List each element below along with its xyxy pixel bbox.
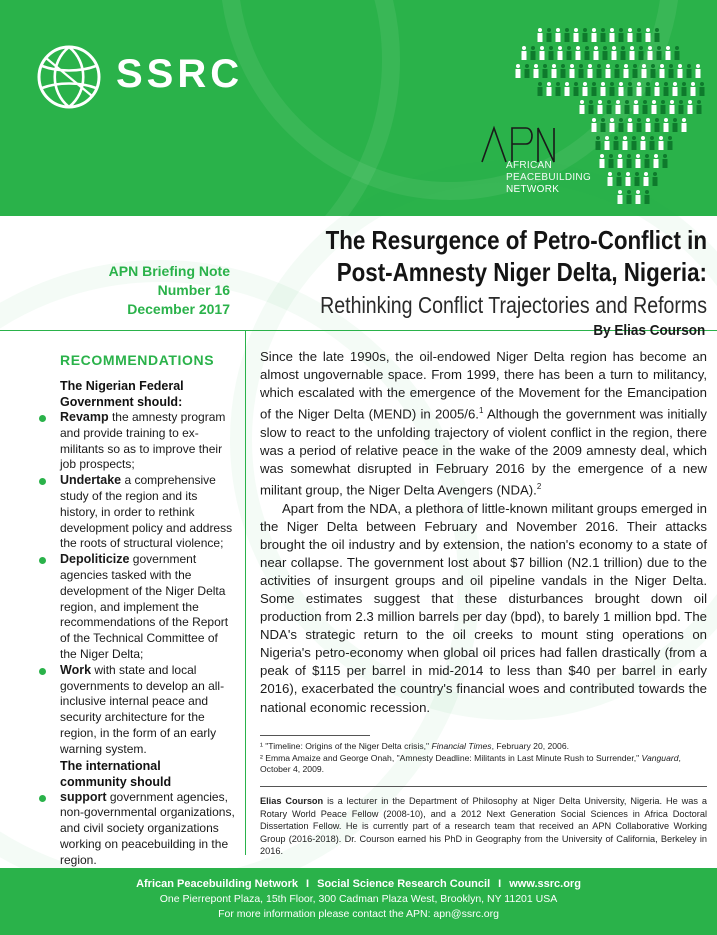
figure-icon xyxy=(583,82,588,96)
figure-icon xyxy=(600,154,605,168)
figure-icon xyxy=(574,82,579,96)
figure-icon xyxy=(628,118,633,132)
figure-icon xyxy=(688,100,693,114)
figure-icon xyxy=(637,82,642,96)
figure-icon xyxy=(621,46,626,60)
recommendation-lead: The Nigerian Federal Government should: xyxy=(60,379,184,409)
figure-icon xyxy=(540,46,545,60)
figure-icon xyxy=(552,64,557,78)
apn-logo-icon xyxy=(478,124,558,164)
recommendation-text: government agencies tasked with the development of the Niger Delta region, and implement the recommendations of the Report of the Technical Committee of the Niger Delta; xyxy=(60,552,229,661)
figure-icon xyxy=(643,100,648,114)
figure-icon xyxy=(565,28,570,42)
figure-icon xyxy=(655,82,660,96)
note-number: Number 16 xyxy=(157,282,230,298)
figure-icon xyxy=(598,100,603,114)
footer-website-link[interactable]: www.ssrc.org xyxy=(509,878,581,890)
paragraph-text: Although the government was initially slow to react to the unfolding trajectory of violent conflict in the region, there was a period of relative peace in the wake of the 2009 amnesty deal, which was somewhat disrupted in February 2016 by the emergence of a new militant group, the Niger Delta Avengers (NDA). xyxy=(260,406,707,498)
figure-icon xyxy=(615,64,620,78)
page-title: Post-Amnesty Niger Delta, Nigeria: xyxy=(336,257,707,287)
figure-icon xyxy=(516,64,521,78)
figure-icon xyxy=(660,64,665,78)
figure-icon xyxy=(648,46,653,60)
footnote: ² Emma Amaize and George Onah, "Amnesty Deadline: Militants in Last Minute Rush to Surrender," Vanguard, October 4, 2009. xyxy=(260,752,681,774)
byline: By Elias Courson xyxy=(593,322,705,339)
article-body xyxy=(260,348,707,717)
figure-icon xyxy=(650,136,655,150)
figure-icon xyxy=(630,46,635,60)
figure-icon xyxy=(547,82,552,96)
bullet-icon xyxy=(39,478,46,485)
figure-icon xyxy=(627,190,632,204)
figure-icon xyxy=(669,64,674,78)
footnote: ¹ "Timeline: Origins of the Niger Delta crisis," Financial Times, February 20, 2006. xyxy=(260,741,569,751)
apn-sub-line: AFRICAN xyxy=(506,160,552,171)
footnote-divider xyxy=(260,735,370,736)
figure-icon xyxy=(601,82,606,96)
figure-icon xyxy=(673,82,678,96)
recommendation-text: the amnesty program and provide training to ex-militants so as to improve their job prospects; xyxy=(60,410,226,472)
figure-icon xyxy=(616,100,621,114)
figure-icon xyxy=(691,82,696,96)
figure-icon xyxy=(618,190,623,204)
figure-icon xyxy=(538,28,543,42)
paragraph: Apart from the NDA, a plethora of little-known militant groups emerged in the Niger Delta between February and November 2016. Their attacks brought the oil industry and by extension, the nation's economy to a state of near collapse. The government lost about $7 billion (N2.1 trillion) due to the activities of insurgent groups and oil pipeline vandals in the Niger Delta. Some estimates suggest that these disturbances brought down oil production from 2.3 million barrels per day (bpd), to barely 1 million bpd. The NDA's strategic return to the oil creeks to mount sting operations on Nigeria's petro-economy when global oil prices had fallen drastically (from a peak of $115 per barrel in mid-2014 to less than $40 per barrel in early 2016), exacerbated the country's financial woes and contributed towards the national economic recession. xyxy=(260,500,707,715)
figure-icon xyxy=(522,46,527,60)
footer-contact[interactable]: For more information please contact the APN: apn@ssrc.org xyxy=(218,908,499,920)
figure-icon xyxy=(547,28,552,42)
recommendations-heading: RECOMMENDATIONS xyxy=(60,352,215,368)
recommendation-text: a comprehensive study of the region and its history, in order to rethink development policy and address the roots of structural violence; xyxy=(60,473,233,551)
recommendation-lead: The international community should xyxy=(60,758,172,789)
figure-icon xyxy=(556,28,561,42)
figure-icon xyxy=(609,154,614,168)
briefing-note-meta xyxy=(92,262,230,319)
recommendation-keyword: Depoliticize xyxy=(60,552,130,567)
page-title: The Resurgence of Petro-Conflict in xyxy=(325,225,707,255)
figure-icon xyxy=(594,46,599,60)
figure-icon xyxy=(645,154,650,168)
figure-icon xyxy=(626,172,631,186)
recommendation-keyword: Undertake xyxy=(60,473,122,488)
figure-icon xyxy=(670,100,675,114)
figure-icon xyxy=(652,100,657,114)
figure-icon xyxy=(588,64,593,78)
footer-org: Social Science Research Council xyxy=(317,878,491,890)
figure-icon xyxy=(655,118,660,132)
bio-divider xyxy=(260,786,707,787)
figure-icon xyxy=(679,100,684,114)
recommendation-keyword: Work xyxy=(60,662,92,677)
figure-icon xyxy=(614,136,619,150)
figure-icon xyxy=(619,28,624,42)
figure-icon xyxy=(592,82,597,96)
title-block xyxy=(245,224,707,320)
figure-icon xyxy=(574,28,579,42)
figure-icon xyxy=(653,172,658,186)
figure-icon xyxy=(675,46,680,60)
figure-icon xyxy=(637,28,642,42)
figure-icon xyxy=(580,100,585,114)
figure-icon xyxy=(635,172,640,186)
figure-icon xyxy=(579,64,584,78)
footer-separator: I xyxy=(498,878,502,890)
figure-icon xyxy=(538,82,543,96)
footer-org: African Peacebuilding Network xyxy=(136,878,299,890)
figure-icon xyxy=(696,64,701,78)
figure-icon xyxy=(700,82,705,96)
header-banner xyxy=(0,0,717,216)
figure-icon xyxy=(644,172,649,186)
figure-icon xyxy=(664,82,669,96)
figure-icon xyxy=(619,82,624,96)
figure-icon xyxy=(567,46,572,60)
figure-icon xyxy=(682,118,687,132)
figure-icon xyxy=(628,82,633,96)
figure-icon xyxy=(636,190,641,204)
figure-icon xyxy=(531,46,536,60)
figure-icon xyxy=(606,64,611,78)
figure-icon xyxy=(624,64,629,78)
figure-icon xyxy=(585,46,590,60)
figure-icon xyxy=(549,46,554,60)
list-item xyxy=(0,790,235,869)
recommendations-list xyxy=(0,378,240,869)
footnote-source: Vanguard xyxy=(641,752,679,763)
figure-icon xyxy=(570,64,575,78)
figure-icon xyxy=(619,118,624,132)
footer-address: One Pierrepont Plaza, 15th Floor, 300 Cadman Plaza West, Brooklyn, NY 11201 USA xyxy=(159,893,558,905)
figure-icon xyxy=(605,136,610,150)
list-item xyxy=(0,410,235,473)
apn-subtitle xyxy=(506,160,592,196)
figure-icon xyxy=(655,28,660,42)
figure-icon xyxy=(636,154,641,168)
figure-icon xyxy=(633,64,638,78)
figure-icon xyxy=(642,64,647,78)
figure-icon xyxy=(589,100,594,114)
figure-icon xyxy=(607,100,612,114)
figure-icon xyxy=(673,118,678,132)
figure-icon xyxy=(641,136,646,150)
figure-icon xyxy=(632,136,637,150)
figure-icon xyxy=(608,172,613,186)
recommendation-text: with state and local governments to develop an all-inclusive internal peace and security architecture for the region, in the form of an early warning system. xyxy=(60,662,225,756)
figure-icon xyxy=(697,100,702,114)
figure-icon xyxy=(565,82,570,96)
column-divider xyxy=(245,331,246,855)
recommendation-keyword: Revamp xyxy=(60,410,109,424)
figure-icon xyxy=(618,154,623,168)
figure-icon xyxy=(596,136,601,150)
figure-icon xyxy=(603,46,608,60)
figure-icon xyxy=(623,136,628,150)
paragraph xyxy=(260,348,707,500)
ssrc-globe-icon xyxy=(36,44,102,110)
figure-icon xyxy=(651,64,656,78)
figure-icon xyxy=(661,100,666,114)
figure-icon xyxy=(592,28,597,42)
author-name: Elias Courson xyxy=(260,796,324,806)
paragraph-text: Since the late 1990s, the oil-endowed Niger Delta region has become an almost ungovernable space. From 1999, there has been a turn to militancy, which escalated with the emergence of the Movement for the Emancipation of the Niger Delta (MEND) in 2005/6. xyxy=(260,349,707,422)
list-item xyxy=(0,552,235,663)
bio-text: is a lecturer in the Department of Philosophy at Niger Delta University, Nigeria. He was a Rotary World Peace Fellow (2008-10), and a 2012 Next Generation Social Sciences in Africa Doctoral Dissertation Fellow. He is currently part of a research team that received an APN Collaborative Working Group (2016-2018). Dr. Courson earned his PhD in Geography from the University of California, Berkeley in 2016. xyxy=(260,796,707,856)
figure-icon xyxy=(556,82,561,96)
figure-icon xyxy=(637,118,642,132)
bullet-icon xyxy=(39,415,46,422)
bullet-icon xyxy=(39,795,46,802)
note-series: APN Briefing Note xyxy=(108,263,230,279)
figure-icon xyxy=(634,100,639,114)
note-date: December 2017 xyxy=(127,301,230,317)
figure-icon xyxy=(646,118,651,132)
figure-icon xyxy=(646,28,651,42)
page-subtitle: Rethinking Conflict Trajectories and Reforms xyxy=(320,292,707,318)
figure-icon xyxy=(682,82,687,96)
figure-icon xyxy=(610,28,615,42)
bullet-icon xyxy=(39,668,46,675)
figure-icon xyxy=(543,64,548,78)
recommendation-keyword: support xyxy=(60,789,107,804)
figure-icon xyxy=(561,64,566,78)
apn-sub-line: NETWORK xyxy=(506,184,560,195)
apn-sub-line: PEACEBUILDING xyxy=(506,172,592,183)
figure-icon xyxy=(534,64,539,78)
list-item xyxy=(0,663,235,758)
figure-icon xyxy=(610,118,615,132)
figure-icon xyxy=(627,154,632,168)
footer xyxy=(0,868,717,935)
figure-icon xyxy=(645,190,650,204)
figure-icon xyxy=(663,154,668,168)
figure-icon xyxy=(576,46,581,60)
figure-icon xyxy=(666,46,671,60)
figure-icon xyxy=(657,46,662,60)
footer-orgs xyxy=(0,876,717,892)
figure-icon xyxy=(525,64,530,78)
footnote-ref: 2 xyxy=(536,482,542,492)
figure-icon xyxy=(617,172,622,186)
footnote-source: Financial Times xyxy=(431,741,492,751)
figure-icon xyxy=(654,154,659,168)
figure-icon xyxy=(625,100,630,114)
bullet-icon xyxy=(39,557,46,564)
figure-icon xyxy=(678,64,683,78)
figure-icon xyxy=(592,118,597,132)
figure-icon xyxy=(558,46,563,60)
figure-icon xyxy=(597,64,602,78)
list-item xyxy=(0,473,235,552)
figure-icon xyxy=(583,28,588,42)
footnotes xyxy=(260,741,707,776)
brand-name: SSRC xyxy=(116,52,244,96)
figure-icon xyxy=(646,82,651,96)
figure-icon xyxy=(687,64,692,78)
figure-icon xyxy=(659,136,664,150)
figure-icon xyxy=(664,118,669,132)
figure-icon xyxy=(628,28,633,42)
figure-icon xyxy=(612,46,617,60)
footer-separator: I xyxy=(306,878,310,890)
figure-icon xyxy=(601,28,606,42)
recommendation-text: government agencies, non-governmental organizations, and civil society organizations working on peacebuilding in the region. xyxy=(60,789,235,867)
figure-icon xyxy=(601,118,606,132)
footnote-ref: 1 xyxy=(478,406,484,416)
figure-icon xyxy=(610,82,615,96)
figure-icon xyxy=(668,136,673,150)
figure-icon xyxy=(639,46,644,60)
author-bio xyxy=(260,795,707,858)
